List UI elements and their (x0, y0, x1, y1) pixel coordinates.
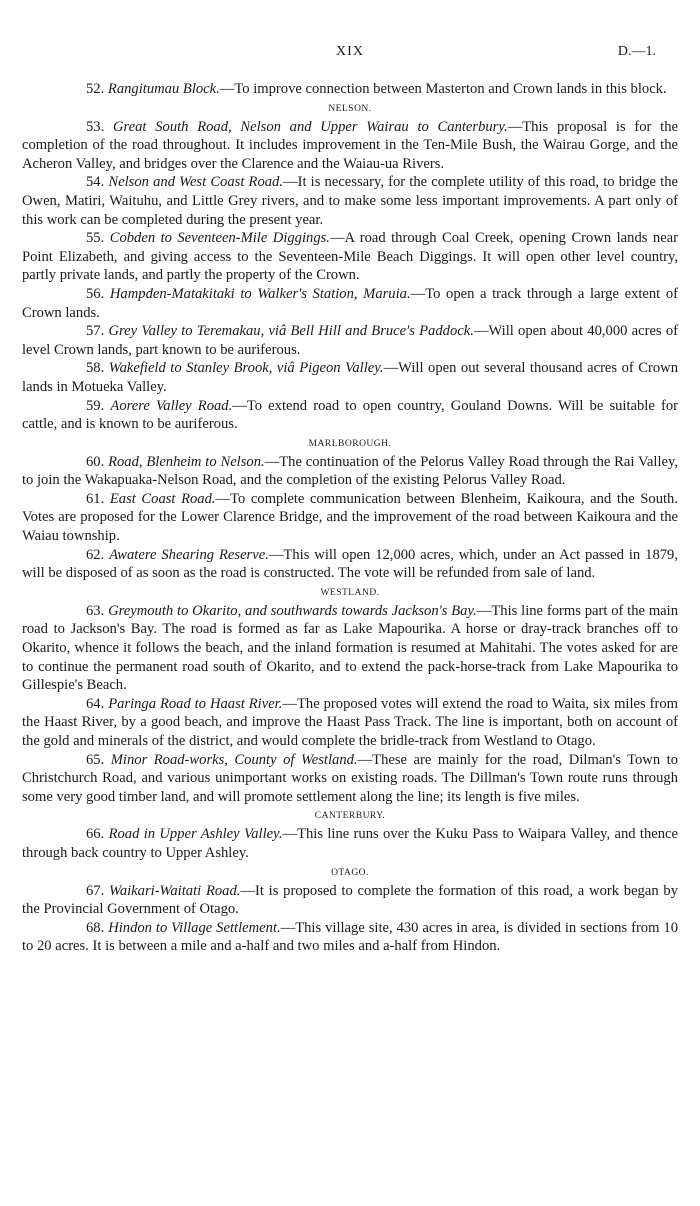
paragraph-title: Rangitumau Block. (107, 81, 220, 97)
paragraph-number: 54. (86, 174, 105, 191)
paragraph-title: Cobden to Seventeen-Mile Diggings. (109, 230, 330, 247)
paragraph-number: 58. (86, 360, 105, 377)
paragraph-number: 57. (86, 323, 105, 340)
paragraph-title: Nelson and West Coast Road. (108, 174, 283, 191)
paragraph-number: 67. (86, 882, 105, 899)
paragraph-title: Road in Upper Ashley Valley. (108, 826, 283, 843)
paragraph-number: 68. (86, 919, 105, 936)
numbered-paragraph (22, 695, 678, 751)
paragraph-text: —To extend road to open country, Gouland Downs. Will be suitable for cattle, and is known to be auriferous. (22, 397, 678, 433)
paragraph-text: —To improve connection between Masterton and Crown lands in this block. (219, 81, 667, 97)
paragraph-number: 59. (86, 397, 105, 414)
numbered-paragraph (22, 825, 678, 862)
paragraph-title: Hindon to Village Settlement. (108, 919, 281, 936)
paragraph-text: —Will open out several thousand acres of Crown lands in Motueka Valley. (22, 360, 678, 395)
section-heading: MARLBOROUGH. (308, 438, 392, 449)
paragraph-number: 62. (86, 546, 105, 563)
paragraph-text: —These are mainly for the road, Dilman's Town to Christchurch Road, and various unimportant works on existing roads. The Dillman's Town route runs through some very good timber land, and will promote settlement along the line; its length is five miles. (22, 751, 679, 805)
paragraph-title: Paringa Road to Haast River. (108, 695, 283, 712)
paragraph-text: —A road through Coal Creek, opening Crown lands near Point Elizabeth, and giving access to the Seventeen-Mile Beach Diggings. It will open other level country, partly private lands, and partly the property of the Crown. (22, 230, 679, 284)
section-heading: NELSON. (328, 103, 372, 114)
paragraph-title: Aorere Valley Road. (110, 397, 233, 414)
numbered-paragraph (22, 229, 678, 285)
section-heading: OTAGO. (331, 867, 369, 878)
paragraph-text: —It is proposed to complete the formation of this road, a work began by the Provincial Government of Otago. (22, 882, 678, 918)
paragraph-title: East Coast Road. (109, 490, 216, 507)
paragraph-number: 61. (86, 490, 105, 507)
paragraph-text: —This will open 12,000 acres, which, under an Act passed in 1879, will be disposed of as soon as the road is constructed. The vote will be refunded from sale of land. (22, 546, 678, 582)
paragraph-text: —This village site, 430 acres in area, is divided in sections from 10 to 20 acres. It is between a mile and a-half and two miles and a-half from Hindon. (22, 919, 678, 955)
paragraph-number: 60. (86, 453, 105, 470)
numbered-paragraph (22, 490, 678, 546)
numbered-paragraph (22, 173, 678, 229)
paragraph-title: Awatere Shearing Reserve. (109, 546, 269, 563)
paragraph-number: 56. (86, 285, 105, 302)
numbered-paragraph (22, 285, 678, 322)
numbered-paragraph (22, 882, 678, 919)
numbered-paragraph (22, 919, 678, 956)
section-heading: CANTERBURY. (314, 811, 386, 822)
paragraph-text: —To open a track through a large extent of Crown lands. (22, 285, 679, 321)
paragraph-title: Greymouth to Okarito, and southwards towards Jackson's Bay. (108, 602, 477, 619)
paragraph-title: Wakefield to Stanley Brook, viâ Pigeon Valley. (108, 360, 384, 377)
document-reference: D.—1. (617, 44, 656, 59)
paragraph-title: Waikari-Waitati Road. (109, 882, 241, 899)
numbered-paragraph (22, 397, 678, 434)
paragraph-number: 66. (86, 826, 105, 843)
page-header (0, 44, 700, 66)
numbered-paragraph (22, 453, 678, 490)
numbered-paragraph (22, 322, 678, 359)
paragraph-number: 63. (86, 602, 105, 619)
numbered-paragraph (22, 359, 678, 396)
paragraph-title: Great South Road, Nelson and Upper Wairau to Canterbury. (112, 118, 508, 135)
paragraph-text: —This line forms part of the main road to Jackson's Bay. The road is formed as far as Lake Mapourika. A horse or dray-track branches off to Okarito, whence it follows the beach, and the inland formation is resumed at Mahitahi. The votes asked for are to continue the permanent road south of Okarito, and to extend the pack-horse-track from Lake Mapourika to Gillespie's Beach. (22, 602, 679, 694)
paragraph-number: 64. (86, 695, 105, 712)
numbered-paragraph (22, 602, 678, 695)
paragraph-text: —It is necessary, for the complete utility of this road, to bridge the Owen, Matiri, Waituhu, and Little Grey rivers, and to make some less important improvements. A part only of this work can be completed during the present year. (22, 174, 678, 228)
numbered-paragraph (22, 751, 678, 807)
paragraph-number: 55. (86, 230, 105, 247)
numbered-paragraph (22, 80, 678, 99)
paragraph-text: —The proposed votes will extend the road to Waita, six miles from the Haast River, by a good beach, and improve the Haast Pass Track. The line is important, both on account of the gold and minerals of the district, and would complete the bridle-track from Westland to Otago. (22, 695, 678, 749)
paragraph-text: —This line runs over the Kuku Pass to Waipara Valley, and thence through back country to Upper Ashley. (22, 826, 678, 861)
document-body (22, 80, 678, 956)
paragraph-number: 65. (86, 751, 105, 768)
numbered-paragraph (22, 546, 678, 583)
paragraph-text: —Will open about 40,000 acres of level Crown lands, part known to be auriferous. (22, 323, 678, 358)
paragraph-title: Minor Road-works, County of Westland. (110, 751, 358, 768)
paragraph-text: —This proposal is for the completion of the road throughout. It includes improvement in the Ten-Mile Bush, the Wairau Gorge, and the Acheron Valley, and bridges over the Clarence and the Waiau-ua Rivers. (22, 118, 678, 172)
section-heading: WESTLAND. (320, 587, 380, 598)
paragraph-title: Road, Blenheim to Nelson. (108, 453, 265, 470)
paragraph-number: 52. (86, 81, 105, 97)
paragraph-title: Grey Valley to Teremakau, viâ Bell Hill and Bruce's Paddock. (108, 323, 474, 340)
numbered-paragraph (22, 118, 678, 174)
paragraph-text: —To complete communication between Blenheim, Kaikoura, and the South. Votes are proposed for the Lower Clarence Bridge, and the improvement of the road between Kaikoura and the Waiau township. (22, 490, 678, 545)
paragraph-text: —The continuation of the Pelorus Valley Road through the Rai Valley, to join the Wakapuaka-Nelson Road, and the completion of the existing Pelorus Valley Road. (22, 453, 678, 489)
page-number: XIX (336, 44, 364, 59)
paragraph-number: 53. (86, 118, 105, 135)
paragraph-title: Hampden-Matakitaki to Walker's Station, Maruia. (109, 285, 411, 302)
